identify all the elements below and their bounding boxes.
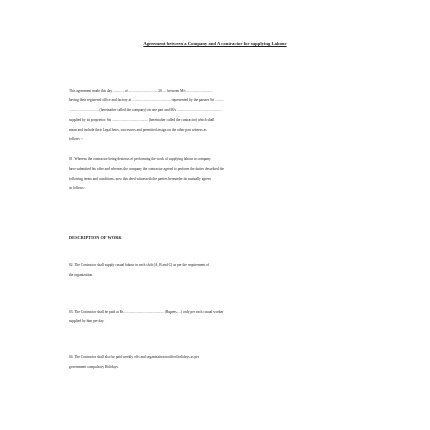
clause-3-line: supplied by him per day. [69, 319, 105, 323]
clause-3-line: 03. The Contractor shall be paid at Rs ............................................ (Rupees.....) only per each casual worker [69, 310, 224, 314]
intro-line: mean and include their Legal heirs, successors and permitted assign on the other part witness as [69, 128, 207, 132]
intro-line: This agreement made this day ............ of ................................ 20..... between M/s ............................. [69, 89, 213, 93]
clause-1-line: as follows: [69, 186, 85, 190]
clause-1-line: 01. Whereas the contractor being desirous of performing the work of supplying labour to company [69, 157, 211, 161]
section-heading: DESCRIPTION OF WORK [69, 235, 122, 240]
clause-2-line: 02. The Contractor shall supply casual labour in each shift (A, B and C) as per the requirement of [69, 263, 210, 267]
document-title: Agreement between a Company and A contractor for supplying Labour [143, 41, 287, 46]
clause-1-line: following terms and conditions, now this deed witnesseth the parties hereunder do mutually agrees [69, 177, 211, 181]
clause-1-line: have submitted his offer and whereas the company the contractor agreed to perform the duties described the [69, 167, 225, 171]
clause-2-line: the organization. [69, 273, 94, 277]
clause-4-line: government compulsory Holidays. [69, 365, 119, 369]
intro-line: having their registered office and factory at ........................................... represented by the partner Sri .......... [69, 98, 225, 102]
intro-line: supplied by its proprietor, Sri ........................................ (hereinafter called the contractor) which shall [69, 118, 215, 122]
intro-line: ................................. (hereinafter called the company) on one part and M/s .................................................. [69, 108, 222, 112]
clause-4-line: 04. The Contractor shall also be paid weekly offs and organization notified holidays as per [69, 355, 200, 359]
intro-line: follows :- [69, 137, 83, 141]
